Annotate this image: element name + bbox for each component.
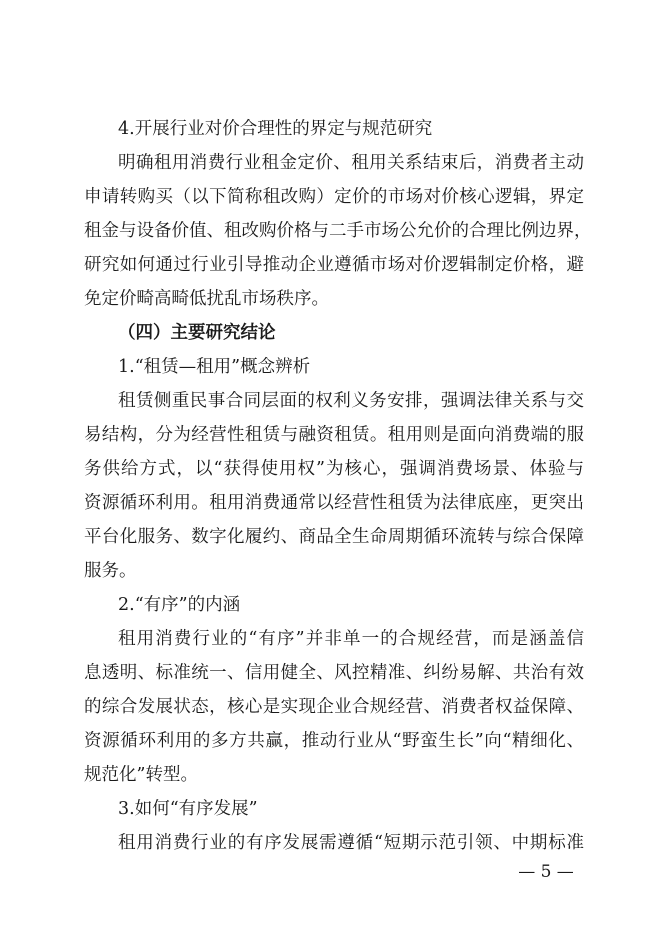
- paragraph-line: 申请转购买（以下简称租改购）定价的市场对价核心逻辑，界定: [84, 187, 584, 207]
- section-heading-main-conclusions: （四）主要研究结论: [118, 323, 276, 343]
- paragraph-line: 资源循环利用。租用消费通常以经营性租赁为法律底座，更突出: [84, 493, 584, 513]
- paragraph-line: 租用消费行业的有序发展需遵循“短期示范引领、中期标准: [118, 833, 584, 853]
- paragraph-line: 租金与设备价值、租改购价格与二手市场公允价的合理比例边界，: [84, 221, 592, 241]
- paragraph-line: 资源循环利用的多方共赢，推动行业从“野蛮生长”向“精细化、: [84, 731, 584, 751]
- paragraph-line: 服务。: [84, 561, 137, 581]
- paragraph-line: 租赁侧重民事合同层面的权利义务安排，强调法律关系与交: [118, 391, 584, 411]
- subheading-1: 1.“租赁—租用”概念辨析: [118, 357, 311, 377]
- subheading-2: 2.“有序”的内涵: [118, 595, 241, 615]
- paragraph-line: 易结构，分为经营性租赁与融资租赁。租用则是面向消费端的服: [84, 425, 584, 445]
- paragraph-line: 免定价畸高畸低扰乱市场秩序。: [84, 289, 329, 309]
- paragraph-line: 平台化服务、数字化履约、商品全生命周期循环流转与综合保障: [84, 527, 584, 547]
- paragraph-line: 研究如何通过行业引导推动企业遵循市场对价逻辑制定价格，避: [84, 255, 584, 275]
- section-heading-4: 4.开展行业对价合理性的界定与规范研究: [118, 119, 433, 139]
- paragraph-line: 规范化”转型。: [84, 765, 198, 785]
- page-number: — 5 —: [518, 862, 574, 882]
- paragraph-line: 明确租用消费行业租金定价、租用关系结束后，消费者主动: [118, 153, 584, 173]
- paragraph-line: 的综合发展状态，核心是实现企业合规经营、消费者权益保障、: [84, 697, 584, 717]
- paragraph-line: 租用消费行业的“有序”并非单一的合规经营，而是涵盖信: [118, 629, 584, 649]
- subheading-3: 3.如何“有序发展”: [118, 799, 258, 819]
- paragraph-line: 务供给方式，以“获得使用权”为核心，强调消费场景、体验与: [84, 459, 584, 479]
- paragraph-line: 息透明、标准统一、信用健全、风控精准、纠纷易解、共治有效: [84, 663, 584, 683]
